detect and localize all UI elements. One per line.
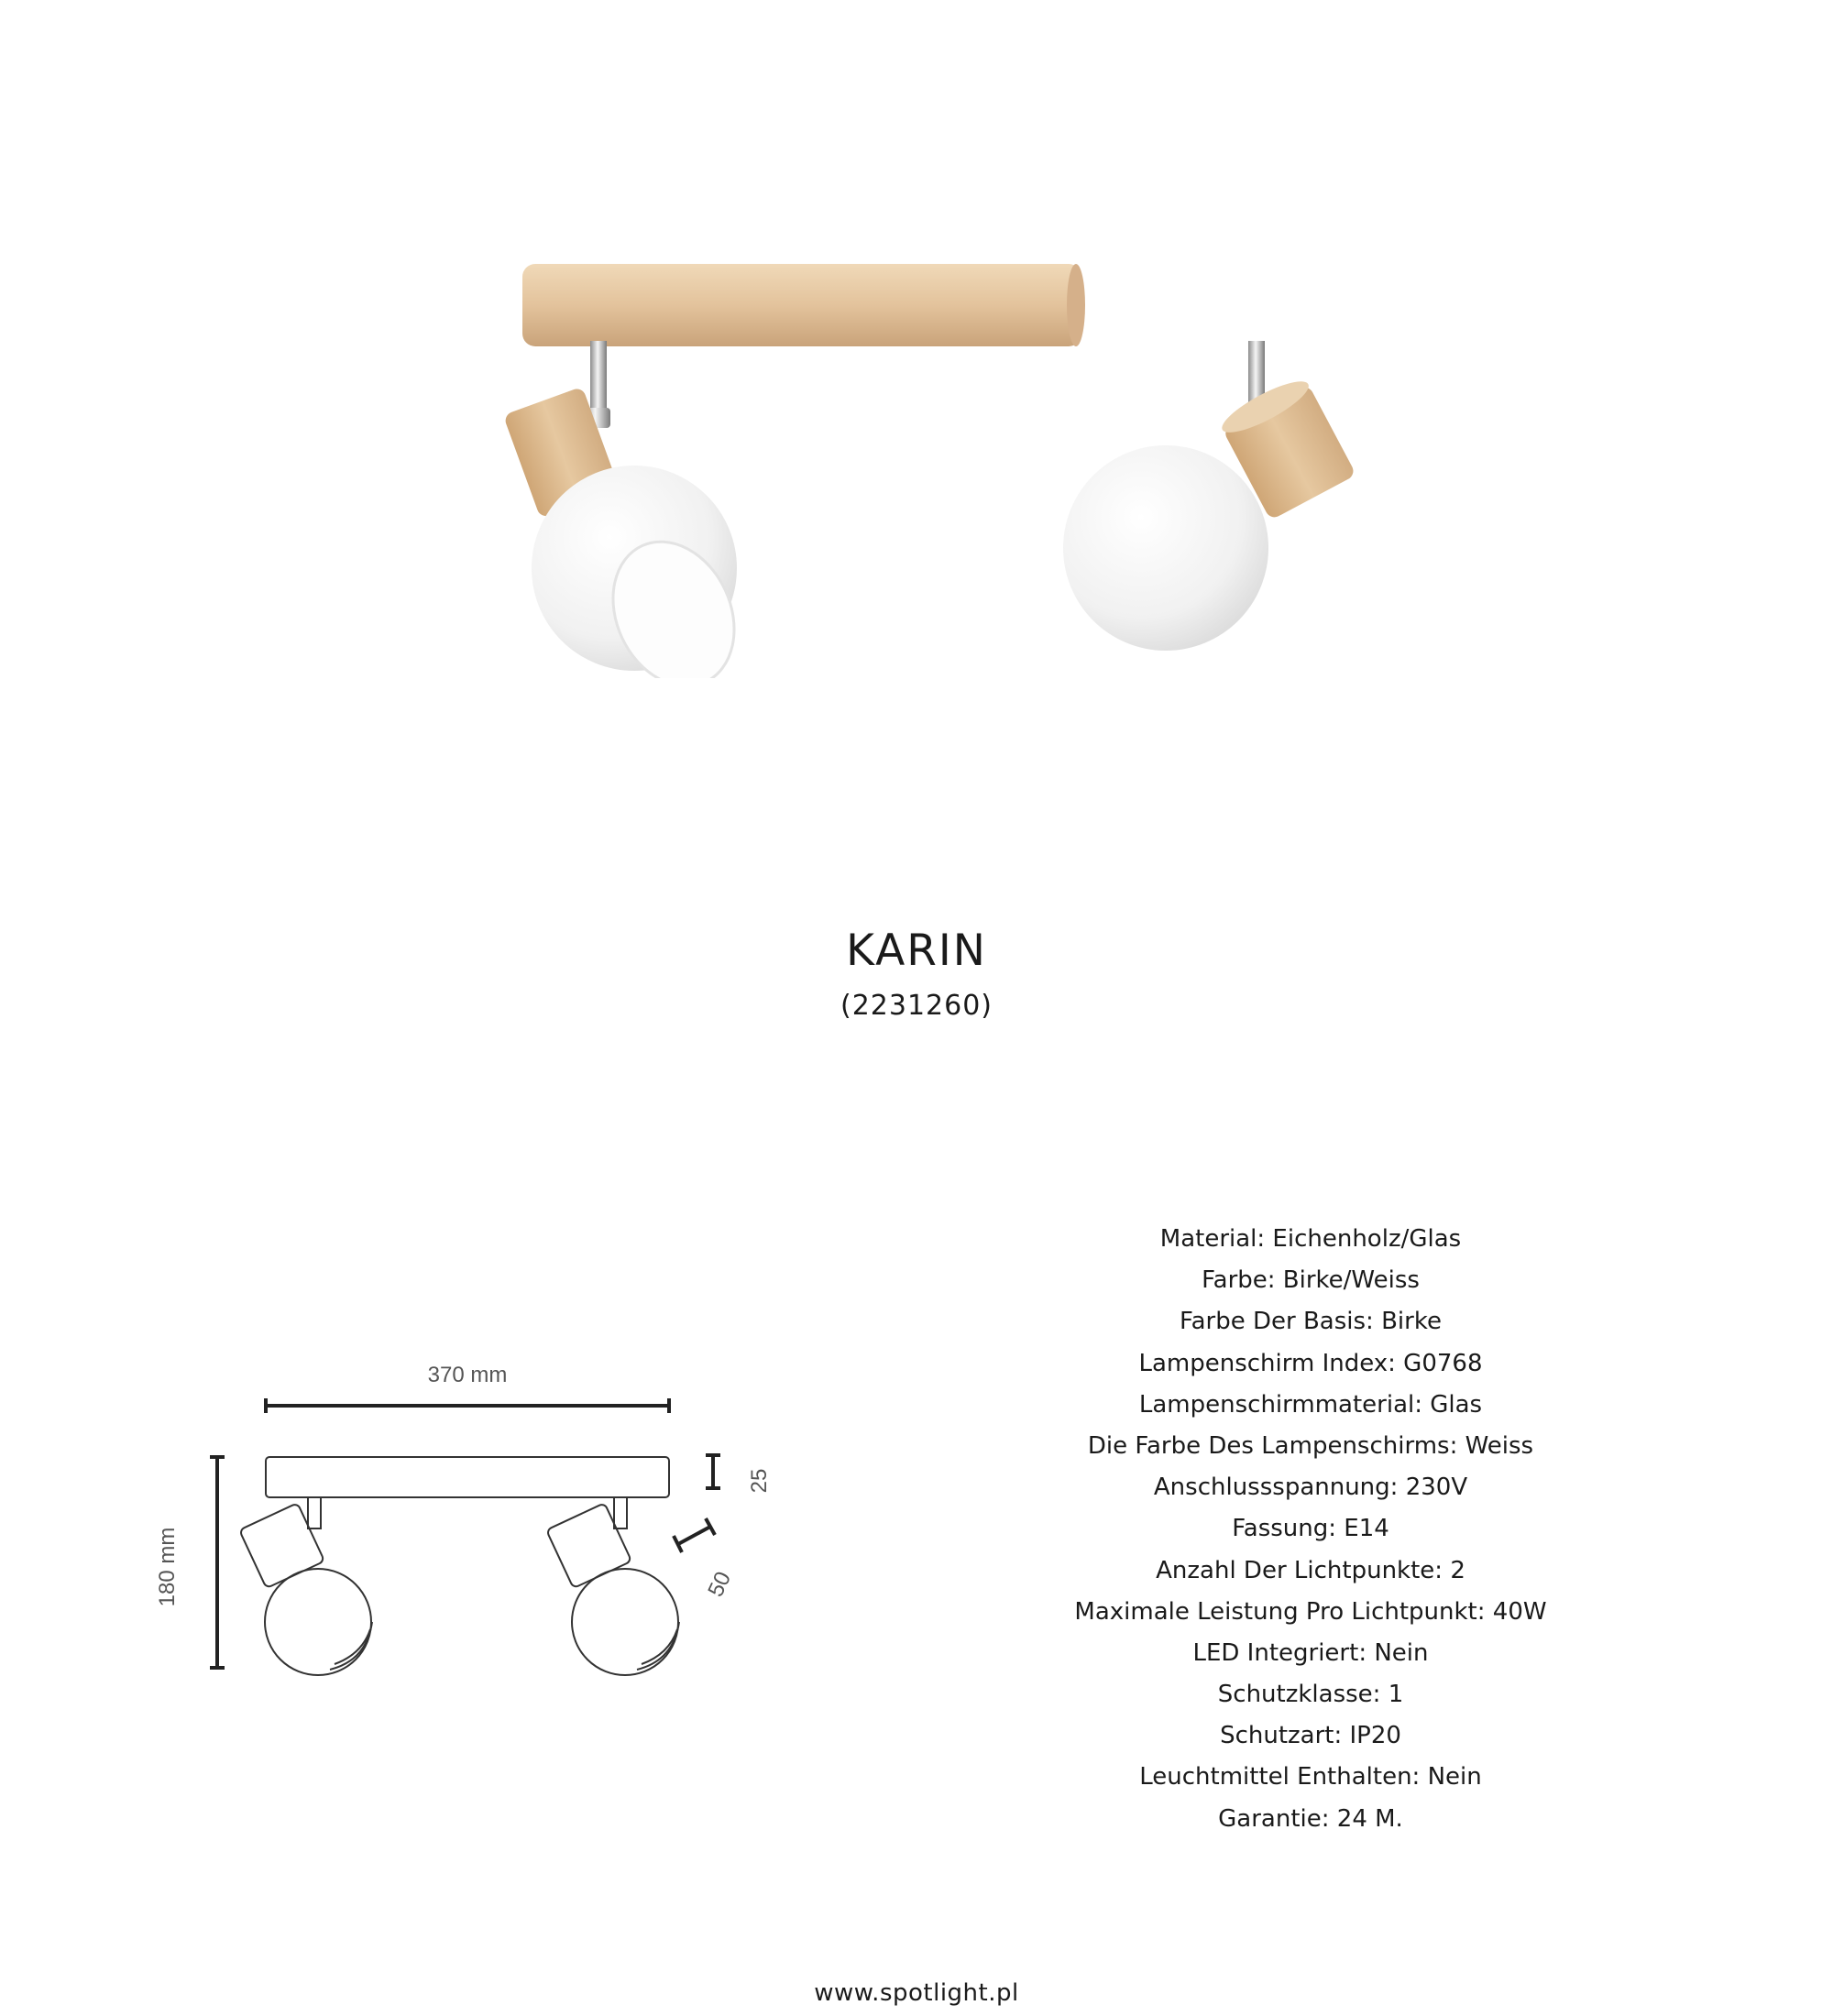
product-photo [495, 247, 1375, 678]
product-name: KARIN [846, 926, 987, 976]
technical-drawing [137, 1347, 825, 1695]
spec-schutzklasse: Schutzklasse: 1 [1217, 1681, 1404, 1709]
spec-led-integriert: LED Integriert: Nein [1192, 1638, 1429, 1667]
fixture-outline [239, 1457, 679, 1675]
wood-bar [522, 264, 1085, 346]
width-label: 370 mm [427, 1363, 508, 1387]
spec-anzahl-lichtpunkte: Anzahl Der Lichtpunkte: 2 [1156, 1556, 1465, 1584]
depth-label: 25 [747, 1468, 772, 1494]
spec-fassung: Fassung: E14 [1232, 1515, 1389, 1543]
right-spot [1063, 341, 1356, 651]
spec-garantie: Garantie: 24 M. [1218, 1804, 1403, 1833]
height-label: 180 mm [155, 1527, 180, 1607]
spec-farbe-basis: Farbe Der Basis: Birke [1180, 1308, 1442, 1336]
diameter-label: 50 [703, 1568, 737, 1601]
product-code: (2231260) [840, 990, 993, 1022]
spec-lampenschirmmaterial: Lampenschirmmaterial: Glas [1138, 1390, 1483, 1419]
spec-leuchtmittel: Leuchtmittel Enthalten: Nein [1139, 1763, 1482, 1791]
diameter-dimension [674, 1518, 715, 1552]
left-spot [503, 341, 757, 678]
website-link[interactable]: www.spotlight.pl [814, 1979, 1019, 2007]
spec-maximale-leistung: Maximale Leistung Pro Lichtpunkt: 40W [1074, 1597, 1547, 1626]
spec-anschlussspannung: Anschlussspannung: 230V [1153, 1474, 1468, 1502]
spec-schutzart: Schutzart: IP20 [1220, 1722, 1401, 1750]
specifications-list [971, 1219, 1650, 1840]
width-dimension [266, 1398, 669, 1413]
spec-farbe: Farbe: Birke/Weiss [1202, 1266, 1420, 1295]
height-dimension [210, 1457, 225, 1668]
spec-material: Material: Eichenholz/Glas [1159, 1225, 1462, 1253]
spec-lampenschirm-index: Lampenschirm Index: G0768 [1138, 1349, 1483, 1377]
depth-dimension [706, 1455, 720, 1488]
spec-farbe-lampenschirm: Die Farbe Des Lampenschirms: Weiss [1087, 1431, 1534, 1460]
